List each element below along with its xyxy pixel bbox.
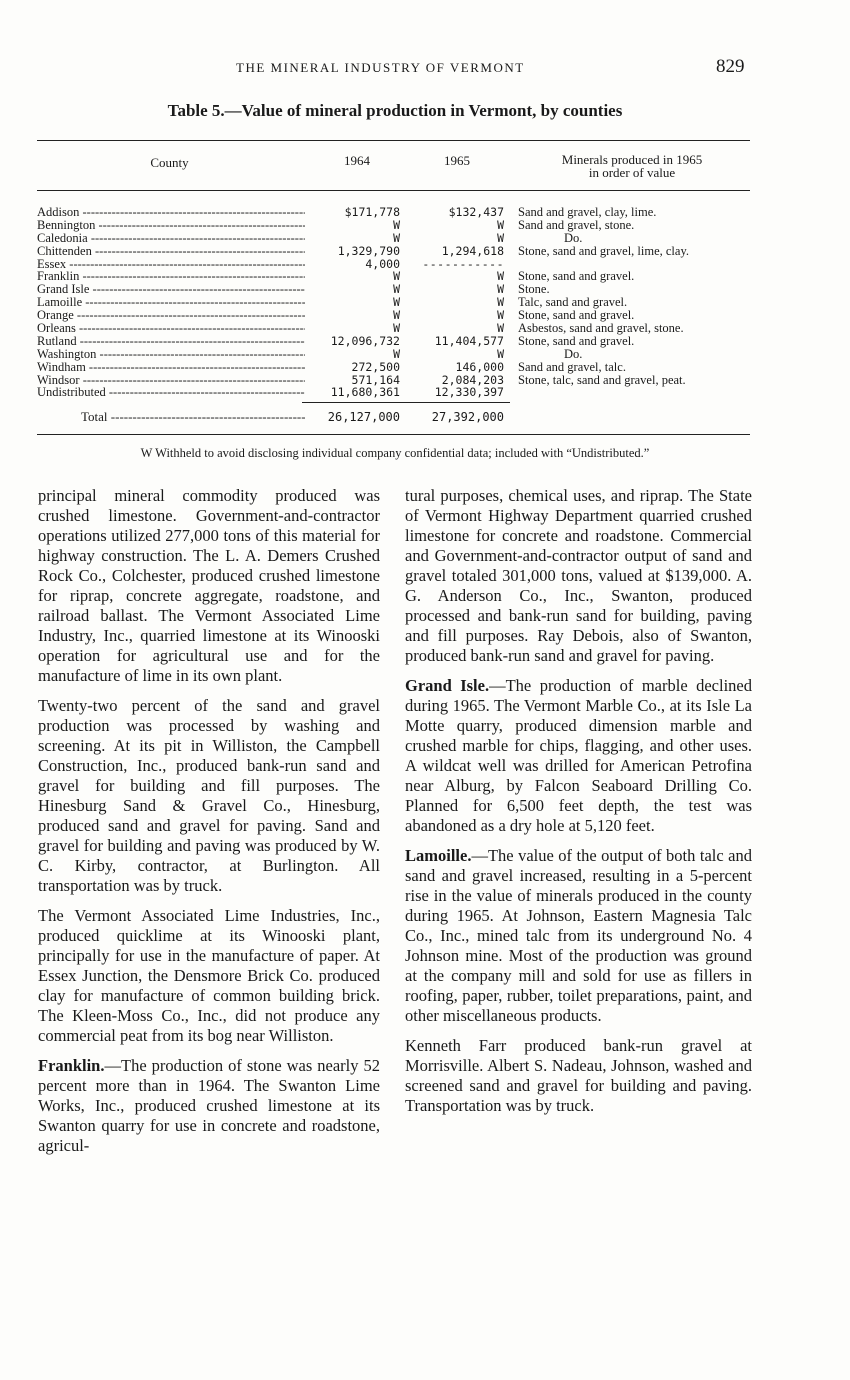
county-cell: Windsor ----- bbox=[37, 374, 305, 387]
lamoille-text: —The value of the output of both talc and sand and gravel increased, resulting in a 5-percent rise in the value of minerals produced in the county during 1965. At Johnson, Eastern Magnesia Talc Co., Inc., mined talc from its underground No. 4 Johnson mine. Most of the production was ground at the company mill and sold for use as fillers in roofing, paper, rubber, toilet preparations, paint, and other miscellaneous products. bbox=[405, 846, 752, 1025]
value-1965-cell: W bbox=[497, 282, 504, 297]
value-1965-cell: W bbox=[497, 308, 504, 323]
value-1965-cell: 11,404,577 bbox=[434, 333, 504, 348]
table-row bbox=[37, 206, 750, 219]
county-cell: Lamoille ----- bbox=[37, 296, 305, 309]
column-header-county: County bbox=[150, 155, 189, 170]
county-cell: Undistributed ----- bbox=[37, 386, 305, 399]
table-row bbox=[37, 361, 750, 374]
section-head-franklin: Franklin. bbox=[38, 1056, 105, 1075]
column-header-1964: 1964 bbox=[344, 153, 370, 168]
table-row bbox=[37, 386, 750, 399]
table-top-rule bbox=[37, 140, 750, 141]
value-1964-cell: 12,096,732 bbox=[330, 333, 400, 348]
minerals-cell: Asbestos, sand and gravel, stone. bbox=[518, 321, 684, 336]
value-1964-cell: W bbox=[393, 269, 400, 284]
minerals-cell: Stone, sand and gravel. bbox=[518, 269, 635, 284]
table-title bbox=[0, 101, 790, 121]
value-1964-cell: W bbox=[393, 308, 400, 323]
minerals-cell: Sand and gravel, stone. bbox=[518, 217, 635, 232]
value-1964-cell: W bbox=[393, 217, 400, 232]
table-body bbox=[37, 206, 750, 399]
grand-isle-text: —The production of marble declined during 1965. The Vermont Marble Co., at its Isle La Motte quarry, produced dimension marble and crushed marble for chips, flagging, and other uses. A wildcat well was drilled for American Petrofina near Alburg, by Falcon Seaboard Drilling Co. Planned for 6,500 feet depth, the test was abandoned as a dry hole at 5,120 feet. bbox=[405, 676, 752, 835]
minerals-cell: Stone, sand and gravel. bbox=[518, 308, 635, 323]
county-cell: Caledonia ----- bbox=[37, 232, 305, 245]
paragraph: Kenneth Farr produced bank-run gravel at Morrisville. Albert S. Nadeau, Johnson, washed and screened sand and gravel for building and paving. Transportation was by truck. bbox=[405, 1036, 752, 1115]
table-row bbox=[37, 245, 750, 258]
minerals-cell: Stone, sand and gravel. bbox=[518, 333, 635, 348]
table-title-text: Table 5.—Value of mineral production in Vermont, by counties bbox=[167, 101, 623, 120]
total-label: Total ----- bbox=[81, 410, 305, 424]
minerals-cell: Stone. bbox=[518, 282, 550, 297]
value-1965-cell: 12,330,397 bbox=[434, 385, 504, 400]
minerals-cell: Do. bbox=[564, 230, 583, 245]
column-header-minerals bbox=[518, 153, 746, 179]
county-cell: Windham ----- bbox=[37, 361, 305, 374]
franklin-text: —The production of stone was nearly 52 percent more than in 1964. The Swanton Lime Works, Inc., produced crushed limestone at its Swanton quarry for use in concrete and roadstone, agricul- bbox=[38, 1056, 380, 1155]
left-column bbox=[38, 486, 380, 1166]
county-cell: Addison ----- bbox=[37, 206, 305, 219]
column-header-1965: 1965 bbox=[444, 153, 470, 168]
value-1964-cell: 11,680,361 bbox=[330, 385, 400, 400]
minerals-cell: Sand and gravel, talc. bbox=[518, 359, 626, 374]
value-1965-cell: W bbox=[497, 346, 504, 361]
right-column bbox=[405, 486, 752, 1126]
value-1965-cell: 2,084,203 bbox=[441, 372, 504, 387]
county-cell: Bennington ----- bbox=[37, 219, 305, 232]
paragraph: tural purposes, chemical uses, and riprap. The State of Vermont Highway Department quarried crushed limestone for concrete and roadstone. Commercial and Government-and-contractor output of sand and gravel totaled 301,000 tons, valued at $139,000. A. G. Anderson Co., Inc., Swanton, produced processed and bank-run sand for building, paving and fill purposes. Ray Debois, also of Swanton, produced bank-run sand and gravel for paving. bbox=[405, 486, 752, 665]
total-row bbox=[37, 410, 750, 424]
paragraph: The Vermont Associated Lime Industries, Inc., produced quicklime at its Winooski plant, principally for use in the manufacture of paper. At Essex Junction, the Densmore Brick Co. produced clay for manufacture of common building brick. The Kleen-Moss Co., Inc., did not produce any commercial peat from its bog near Williston. bbox=[38, 906, 380, 1045]
paragraph-lamoille bbox=[405, 846, 752, 1026]
value-1965-cell: W bbox=[497, 217, 504, 232]
table-footnote: W Withheld to avoid disclosing individual company confidential data; included with “Undistributed.” bbox=[140, 446, 650, 460]
section-head-grand-isle: Grand Isle. bbox=[405, 676, 490, 695]
table-row bbox=[37, 348, 750, 361]
column-header-minerals-line2: in order of value bbox=[588, 165, 676, 180]
sum-line bbox=[302, 402, 510, 403]
value-1964-cell: 571,164 bbox=[351, 372, 400, 387]
value-1965-cell: W bbox=[497, 321, 504, 336]
total-1965: 27,392,000 bbox=[431, 410, 504, 424]
minerals-cell: Talc, sand and gravel. bbox=[518, 295, 628, 310]
paragraph-grand-isle bbox=[405, 676, 752, 836]
value-1964-cell: W bbox=[393, 282, 400, 297]
table-row bbox=[37, 322, 750, 335]
paragraph: Twenty-two percent of the sand and gravel production was processed by washing and screening. At its pit in Williston, the Campbell Construction, Inc., produced bank-run sand and gravel for building and fill purposes. The Hinesburg Sand & Gravel Co., Hinesburg, produced sand and gravel for paving. Sand and gravel for building and paving was produced by W. C. Kirby, contractor, at Burlington. All transportation was by truck. bbox=[38, 696, 380, 895]
county-cell: Washington ----- bbox=[37, 348, 305, 361]
minerals-cell: Stone, sand and gravel, lime, clay. bbox=[518, 243, 690, 258]
value-1964-cell: 272,500 bbox=[351, 359, 400, 374]
page-number: 829 bbox=[716, 56, 745, 77]
table-row bbox=[37, 335, 750, 348]
table-bottom-rule bbox=[37, 434, 750, 435]
value-1964-cell: $171,778 bbox=[344, 205, 400, 219]
paragraph: principal mineral commodity produced was crushed limestone. Government-and-contractor operations utilized 277,000 tons of this material for highway construction. The L. A. Demers Crushed Rock Co., Colchester, produced crushed limestone for riprap, concrete aggregate, roadstone, and railroad ballast. The Vermont Associated Lime Industry, Inc., quarried limestone at its Winooski operation for agricultural use and for the manufacture of lime in its own plant. bbox=[38, 486, 380, 685]
running-head: THE MINERAL INDUSTRY OF VERMONT bbox=[236, 60, 525, 75]
county-cell: Chittenden ----- bbox=[37, 245, 305, 258]
value-1964-cell: 1,329,790 bbox=[337, 243, 400, 258]
section-head-lamoille: Lamoille. bbox=[405, 846, 472, 865]
value-1964-cell: W bbox=[393, 346, 400, 361]
value-1965-cell: 146,000 bbox=[455, 359, 504, 374]
value-1965-cell: 1,294,618 bbox=[441, 243, 504, 258]
county-cell: Grand Isle ----- bbox=[37, 283, 305, 296]
county-cell: Rutland ----- bbox=[37, 335, 305, 348]
table-row bbox=[37, 232, 750, 245]
minerals-cell: Do. bbox=[564, 346, 583, 361]
value-1965-cell: W bbox=[497, 230, 504, 245]
table-row bbox=[37, 219, 750, 232]
value-1964-cell: W bbox=[393, 321, 400, 336]
minerals-cell: Stone, talc, sand and gravel, peat. bbox=[518, 372, 686, 387]
county-cell: Essex ----- bbox=[37, 258, 305, 271]
column-header-minerals-line1: Minerals produced in 1965 bbox=[561, 152, 703, 167]
table-header-rule bbox=[37, 190, 750, 191]
total-1964: 26,127,000 bbox=[327, 410, 400, 424]
county-cell: Orleans ----- bbox=[37, 322, 305, 335]
value-1965-cell: W bbox=[497, 295, 504, 310]
county-cell: Franklin ----- bbox=[37, 270, 305, 283]
value-1965-cell: W bbox=[497, 269, 504, 284]
value-1964-cell: 4,000 bbox=[365, 256, 400, 271]
county-cell: Orange ----- bbox=[37, 309, 305, 322]
value-1964-cell: W bbox=[393, 295, 400, 310]
value-1965-cell: $132,437 bbox=[448, 205, 504, 219]
value-1965-cell: ----------- bbox=[422, 256, 504, 271]
minerals-cell: Sand and gravel, clay, lime. bbox=[518, 205, 657, 219]
value-1964-cell: W bbox=[393, 230, 400, 245]
paragraph-franklin bbox=[38, 1056, 380, 1156]
